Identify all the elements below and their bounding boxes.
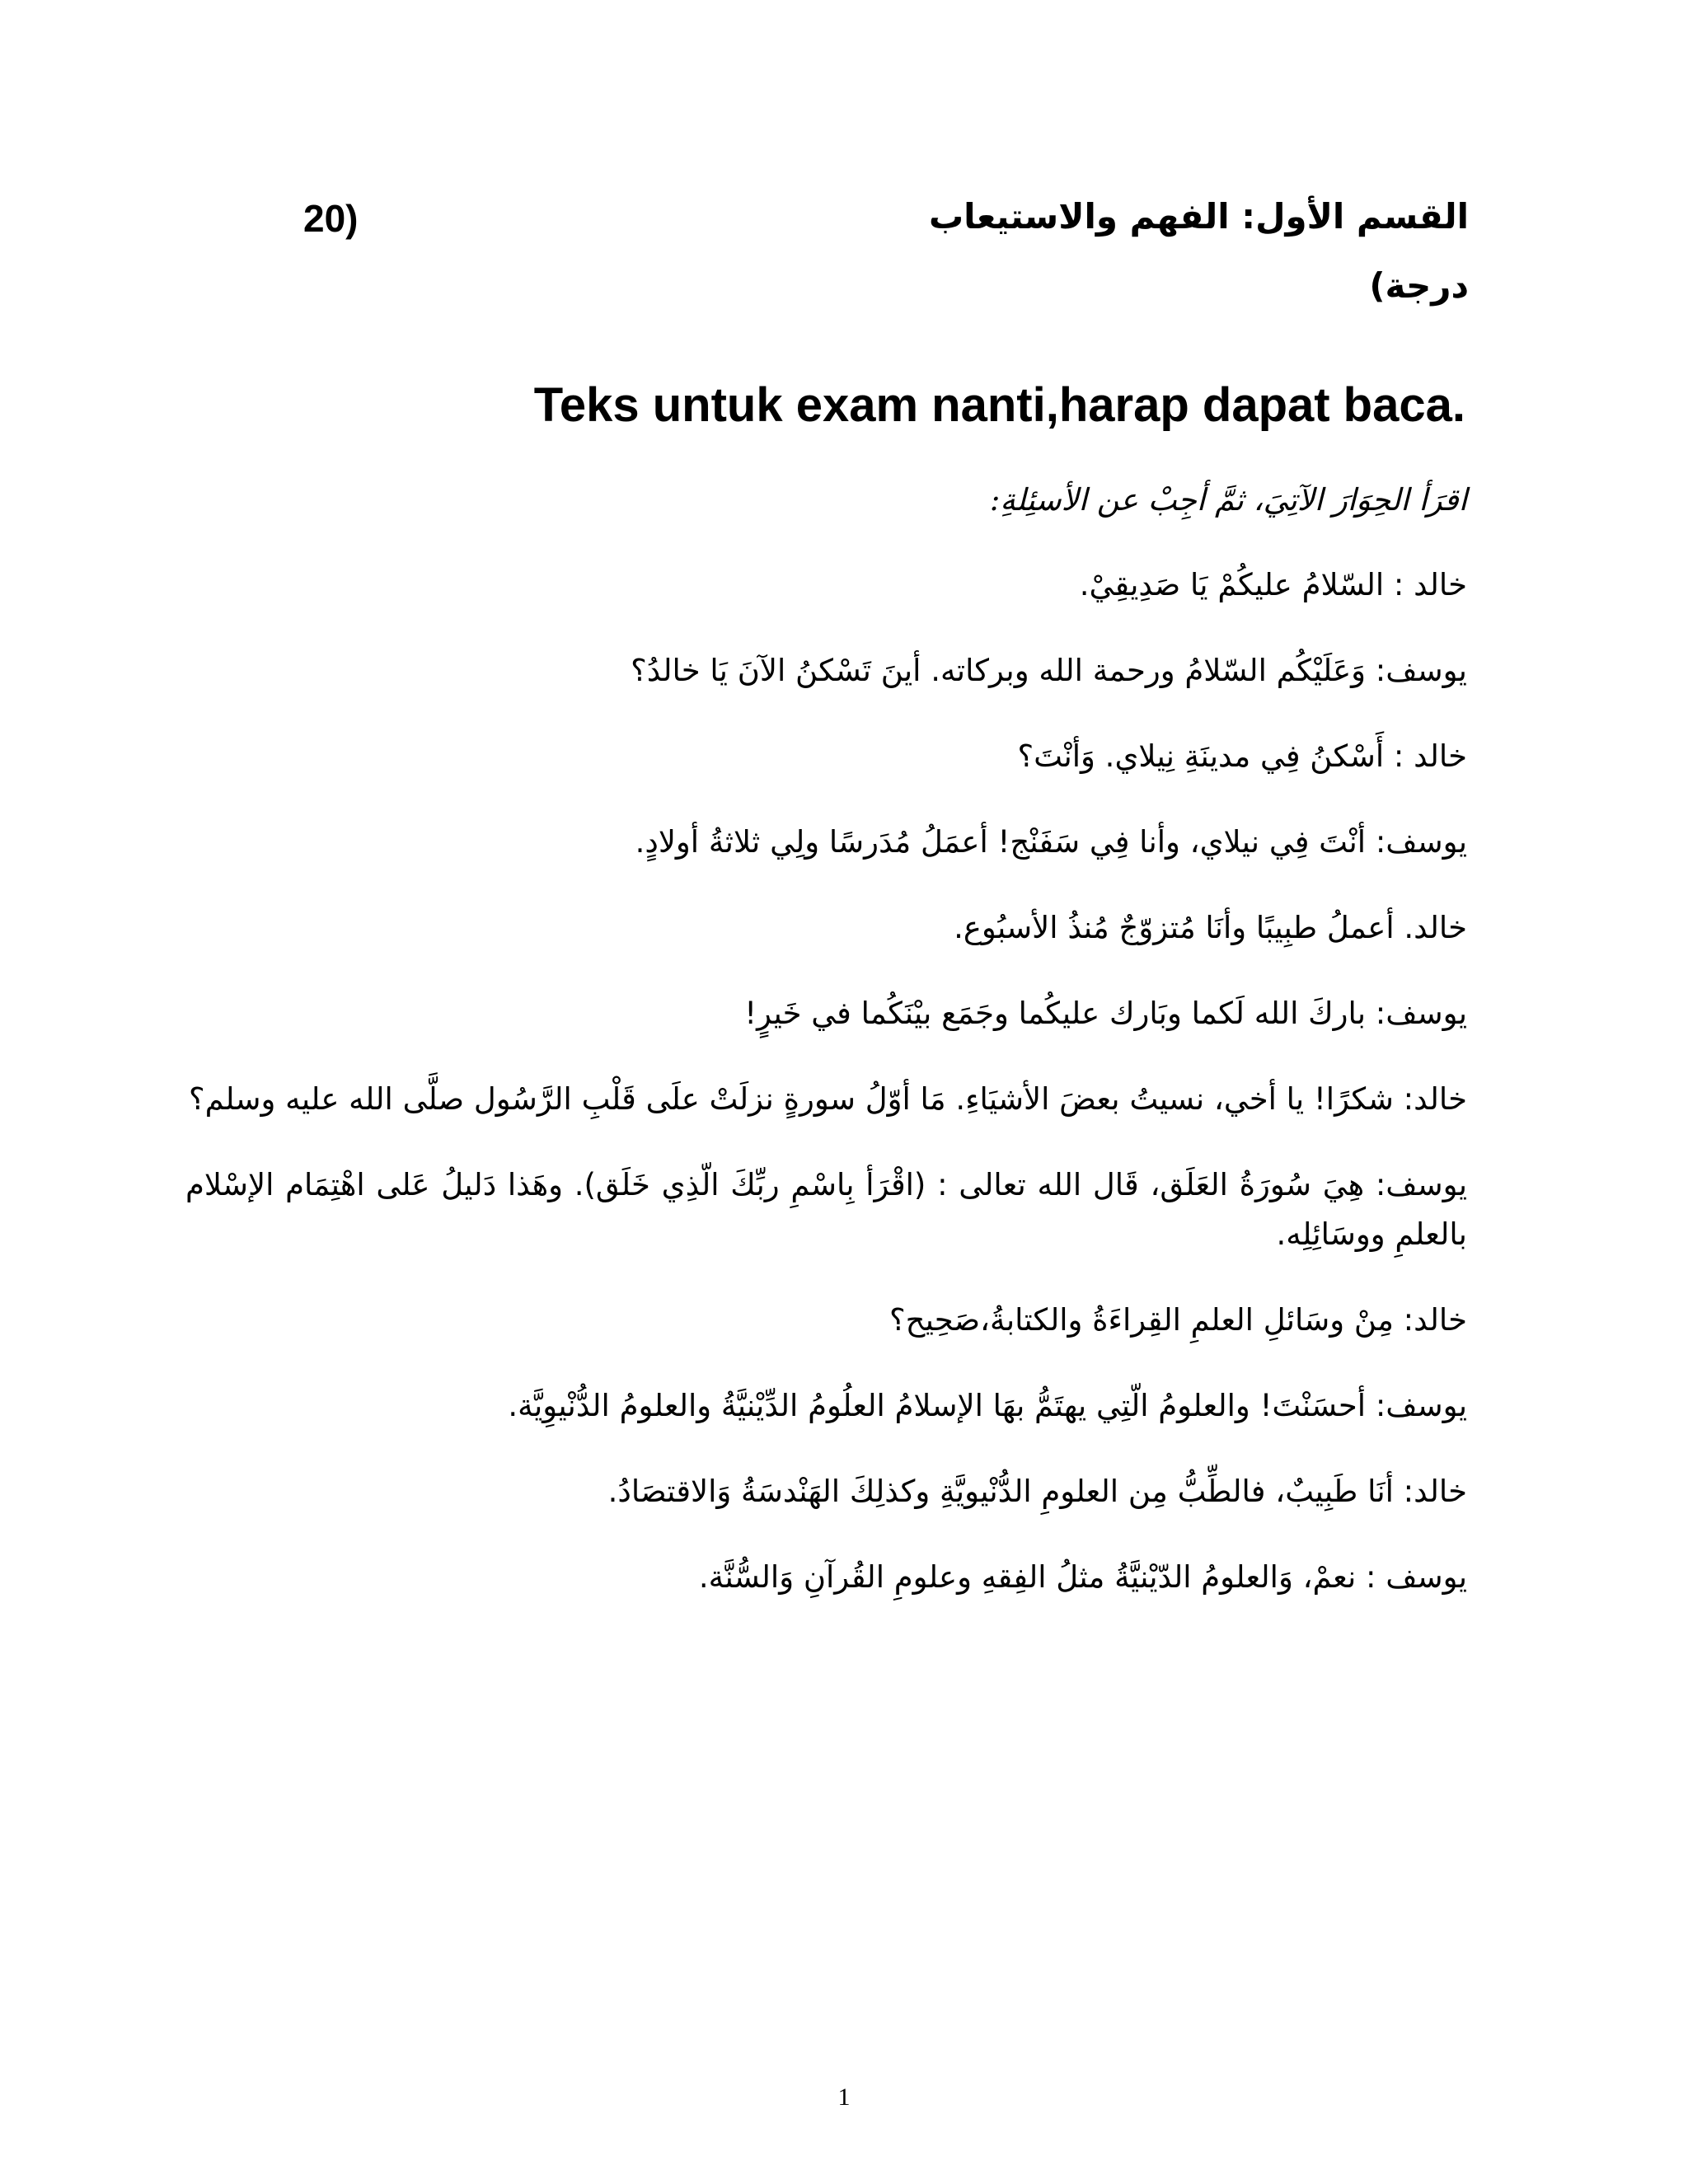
dialogue-line: يوسف: باركَ الله لَكما وبَارك عليكُما وجَمَع بيْنَكُما في خَيرٍ! xyxy=(744,996,1467,1031)
dialogue-line: يوسف: وَعَلَيْكُم السّلامُ ورحمة الله وبركاته. أينَ تَسْكنُ الآنَ يَا خالدُ؟ xyxy=(631,653,1467,688)
dialogue-line: خالد : أَسْكنُ فِي مدينَةِ نِيلاي. وَأنْتَ؟ xyxy=(1017,738,1467,774)
dialogue-line: خالد: مِنْ وسَائلِ العلمِ القِراءَةُ والكتابةُ،صَحِيح؟ xyxy=(889,1302,1467,1338)
dialogue-line: خالد: أنَا طَبِيبٌ، فالطِّبُّ مِن العلومِ الدُّنْيويَّةِ وكذلِكَ الهَنْدسَةُ وَالاقتصَادُ. xyxy=(607,1474,1467,1509)
reading-instruction: اقرَأ الحِوَارَ الآتِيَ، ثمَّ أجِبْ عن الأسئِلةِ: xyxy=(989,482,1467,518)
dialogue-line: يوسف: أحسَنْتَ! والعلومُ الّتِي يهتَمُّ بهَا الإسلامُ العلُومُ الدِّيْنيَّةُ والعلومُ الدُّنْيوِيَّة. xyxy=(508,1388,1467,1423)
section-score: 20) xyxy=(303,197,359,240)
dialogue-line: يوسف : نعمْ، وَالعلومُ الدّيْنيَّةُ مثلُ الفِقهِ وعلومِ القُرآنِ وَالسُّنَّة. xyxy=(698,1559,1467,1595)
section-score-unit: درجة) xyxy=(1369,265,1469,306)
dialogue-line: يوسف: هِيَ سُورَةُ العَلَق، قَال الله تعالى : (اقْرَأ بِاسْمِ ربِّكَ الّذِي خَلَق). وهَذا دَليلُ عَلى اهْتِمَام الإسْلام بالعلمِ ووسَائِلِه. xyxy=(185,1167,1467,1252)
dialogue-line: خالد. أعملُ طبِيبًا وأنَا مُتزوّجٌ مُنذُ الأسبُوع. xyxy=(954,910,1467,945)
dialogue-line: يوسف: أنْتَ فِي نيلاي، وأنا فِي سَفَنْج! أعمَلُ مُدَرسًا ولِي ثلاثةُ أولادٍ. xyxy=(635,824,1467,860)
dialogue-list xyxy=(185,560,1467,1638)
section-title: القسم الأول: الفهم والاستيعاب xyxy=(928,196,1469,237)
dialogue-line: خالد: شكرًا! يا أخي، نسيتُ بعضَ الأشيَاءِ. مَا أوّلُ سورةٍ نزلَتْ علَى قَلْبِ الرَّسُول صلَّى الله عليه وسلم؟ xyxy=(188,1081,1467,1117)
page-number: 1 xyxy=(837,2083,851,2111)
dialogue-line: خالد : السّلامُ عليكُمْ يَا صَدِيقِيْ. xyxy=(1079,567,1467,602)
exam-note: Teks untuk exam nanti,harap dapat baca. xyxy=(533,378,1465,432)
